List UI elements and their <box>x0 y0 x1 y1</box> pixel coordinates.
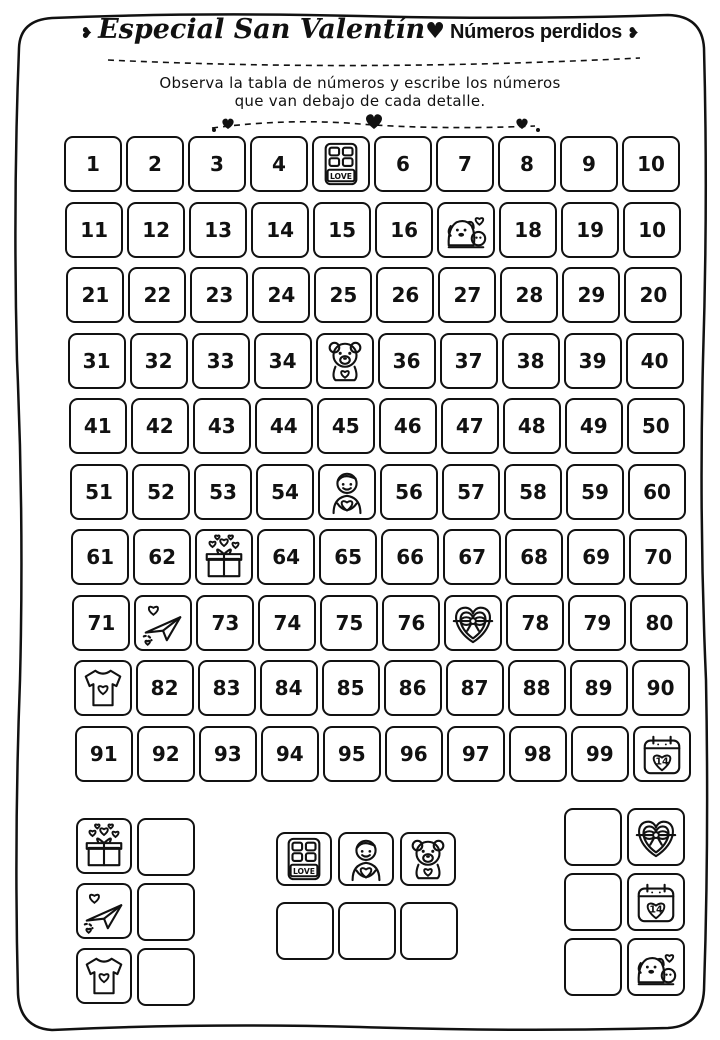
answer-box[interactable] <box>137 818 195 876</box>
grid-cell-icon <box>633 726 691 782</box>
number-cell: 39 <box>564 333 622 389</box>
teddy-bear-icon <box>405 836 451 882</box>
instructions <box>0 74 720 110</box>
number-cell: 48 <box>503 398 561 454</box>
number-cell: 53 <box>194 464 252 520</box>
number-cell: 51 <box>70 464 128 520</box>
grid-cell-icon <box>76 883 132 939</box>
number-cell: 31 <box>68 333 126 389</box>
number-cell: 23 <box>190 267 248 323</box>
answer-box[interactable] <box>564 808 622 866</box>
number-cell: 62 <box>133 529 191 585</box>
paper-plane-icon <box>81 888 127 934</box>
grid-cell-icon <box>195 529 253 585</box>
number-cell: 42 <box>131 398 189 454</box>
number-cell: 49 <box>565 398 623 454</box>
grid-cell-icon <box>74 660 132 716</box>
number-cell: 60 <box>628 464 686 520</box>
number-cell: 33 <box>192 333 250 389</box>
number-cell: 84 <box>260 660 318 716</box>
teddy-bear-icon <box>322 338 368 384</box>
number-cell: 76 <box>382 595 440 651</box>
heart-icon: ❥ <box>80 24 93 42</box>
number-cell: 43 <box>193 398 251 454</box>
number-cell: 8 <box>498 136 556 192</box>
grid-cell-icon <box>437 202 495 258</box>
instructions-line-2: que van debajo de cada detalle. <box>234 92 486 110</box>
svg-text:14: 14 <box>649 904 663 916</box>
number-cell: 71 <box>72 595 130 651</box>
answer-box[interactable] <box>276 902 334 960</box>
number-cell: 15 <box>313 202 371 258</box>
chocolate-icon <box>281 836 327 882</box>
number-cell: 10 <box>623 202 681 258</box>
tshirt-icon <box>81 953 127 999</box>
grid-cell-icon <box>627 938 685 996</box>
number-cell: 52 <box>132 464 190 520</box>
number-cell: 98 <box>509 726 567 782</box>
number-cell: 59 <box>566 464 624 520</box>
number-cell: 86 <box>384 660 442 716</box>
number-cell: 58 <box>504 464 562 520</box>
svg-text:LOVE: LOVE <box>292 866 316 876</box>
number-cell: 40 <box>626 333 684 389</box>
answer-box[interactable] <box>564 938 622 996</box>
page-title <box>0 14 720 45</box>
number-cell: 36 <box>378 333 436 389</box>
number-cell: 88 <box>508 660 566 716</box>
number-cell: 9 <box>560 136 618 192</box>
tshirt-icon <box>80 665 126 711</box>
number-cell: 46 <box>379 398 437 454</box>
number-cell: 96 <box>385 726 443 782</box>
number-cell: 37 <box>440 333 498 389</box>
heart-icon: ♥ <box>425 19 445 44</box>
number-cell: 73 <box>196 595 254 651</box>
number-cell: 47 <box>441 398 499 454</box>
number-cell: 67 <box>443 529 501 585</box>
calendar-icon <box>633 879 679 925</box>
heart-box-icon <box>450 600 496 646</box>
number-cell: 65 <box>319 529 377 585</box>
number-cell: 74 <box>258 595 316 651</box>
number-cell: 78 <box>506 595 564 651</box>
number-cell: 50 <box>627 398 685 454</box>
boy-icon <box>343 836 389 882</box>
grid-cell-icon <box>76 948 132 1004</box>
number-cell: 28 <box>500 267 558 323</box>
chocolate-icon <box>318 141 364 187</box>
heart-box-icon <box>633 814 679 860</box>
title-bold: Números perdidos <box>450 21 622 43</box>
number-cell: 90 <box>632 660 690 716</box>
number-cell: 6 <box>374 136 432 192</box>
answer-box[interactable] <box>338 902 396 960</box>
number-cell: 24 <box>252 267 310 323</box>
boy-icon <box>324 469 370 515</box>
number-cell: 93 <box>199 726 257 782</box>
answer-box[interactable] <box>137 883 195 941</box>
number-cell: 92 <box>137 726 195 782</box>
number-cell: 54 <box>256 464 314 520</box>
number-cell: 13 <box>189 202 247 258</box>
number-cell: 27 <box>438 267 496 323</box>
number-cell: 14 <box>251 202 309 258</box>
calendar-icon <box>639 731 685 777</box>
number-cell: 11 <box>65 202 123 258</box>
number-cell: 21 <box>66 267 124 323</box>
dogs-icon <box>633 944 679 990</box>
number-cell: 45 <box>317 398 375 454</box>
number-cell: 7 <box>436 136 494 192</box>
number-cell: 57 <box>442 464 500 520</box>
dogs-icon <box>443 207 489 253</box>
grid-cell-icon <box>316 333 374 389</box>
grid-cell-icon <box>134 595 192 651</box>
number-cell: 26 <box>376 267 434 323</box>
heart-icon <box>516 119 527 129</box>
paper-plane-icon <box>140 600 186 646</box>
grid-cell-icon <box>312 136 370 192</box>
number-cell: 61 <box>71 529 129 585</box>
number-cell: 4 <box>250 136 308 192</box>
title-script: Especial San Valentín <box>98 14 426 45</box>
number-cell: 99 <box>571 726 629 782</box>
number-cell: 34 <box>254 333 312 389</box>
answer-box[interactable] <box>564 873 622 931</box>
number-cell: 66 <box>381 529 439 585</box>
number-cell: 3 <box>188 136 246 192</box>
number-cell: 56 <box>380 464 438 520</box>
grid-cell-icon <box>444 595 502 651</box>
grid-cell-icon <box>318 464 376 520</box>
grid-cell-icon <box>276 832 332 886</box>
grid-cell-icon <box>76 818 132 874</box>
instructions-line-1: Observa la tabla de números y escribe los números <box>159 74 561 92</box>
gift-box-icon <box>201 534 247 580</box>
number-cell: 38 <box>502 333 560 389</box>
number-cell: 68 <box>505 529 563 585</box>
number-cell: 32 <box>130 333 188 389</box>
answer-box[interactable] <box>137 948 195 1006</box>
number-cell: 44 <box>255 398 313 454</box>
svg-text:14: 14 <box>655 756 669 768</box>
number-cell: 2 <box>126 136 184 192</box>
number-cell: 16 <box>375 202 433 258</box>
svg-text:LOVE: LOVE <box>329 171 353 181</box>
number-cell: 29 <box>562 267 620 323</box>
number-cell: 82 <box>136 660 194 716</box>
number-cell: 91 <box>75 726 133 782</box>
number-cell: 80 <box>630 595 688 651</box>
number-cell: 1 <box>64 136 122 192</box>
number-cell: 69 <box>567 529 625 585</box>
number-cell: 97 <box>447 726 505 782</box>
number-cell: 41 <box>69 398 127 454</box>
heart-icon: ❥ <box>627 24 640 42</box>
number-cell: 70 <box>629 529 687 585</box>
number-cell: 64 <box>257 529 315 585</box>
number-cell: 25 <box>314 267 372 323</box>
grid-cell-icon <box>400 832 456 886</box>
number-cell: 94 <box>261 726 319 782</box>
number-cell: 85 <box>322 660 380 716</box>
answer-box[interactable] <box>400 902 458 960</box>
number-cell: 20 <box>624 267 682 323</box>
grid-cell-icon <box>627 808 685 866</box>
number-cell: 79 <box>568 595 626 651</box>
gift-box-icon <box>81 823 127 869</box>
heart-icon <box>366 114 382 129</box>
number-cell: 10 <box>622 136 680 192</box>
number-cell: 18 <box>499 202 557 258</box>
heart-icon <box>222 119 233 129</box>
number-cell: 12 <box>127 202 185 258</box>
number-cell: 75 <box>320 595 378 651</box>
number-cell: 83 <box>198 660 256 716</box>
grid-cell-icon <box>338 832 394 886</box>
number-cell: 22 <box>128 267 186 323</box>
number-cell: 19 <box>561 202 619 258</box>
grid-cell-icon <box>627 873 685 931</box>
number-cell: 87 <box>446 660 504 716</box>
number-cell: 89 <box>570 660 628 716</box>
number-cell: 95 <box>323 726 381 782</box>
